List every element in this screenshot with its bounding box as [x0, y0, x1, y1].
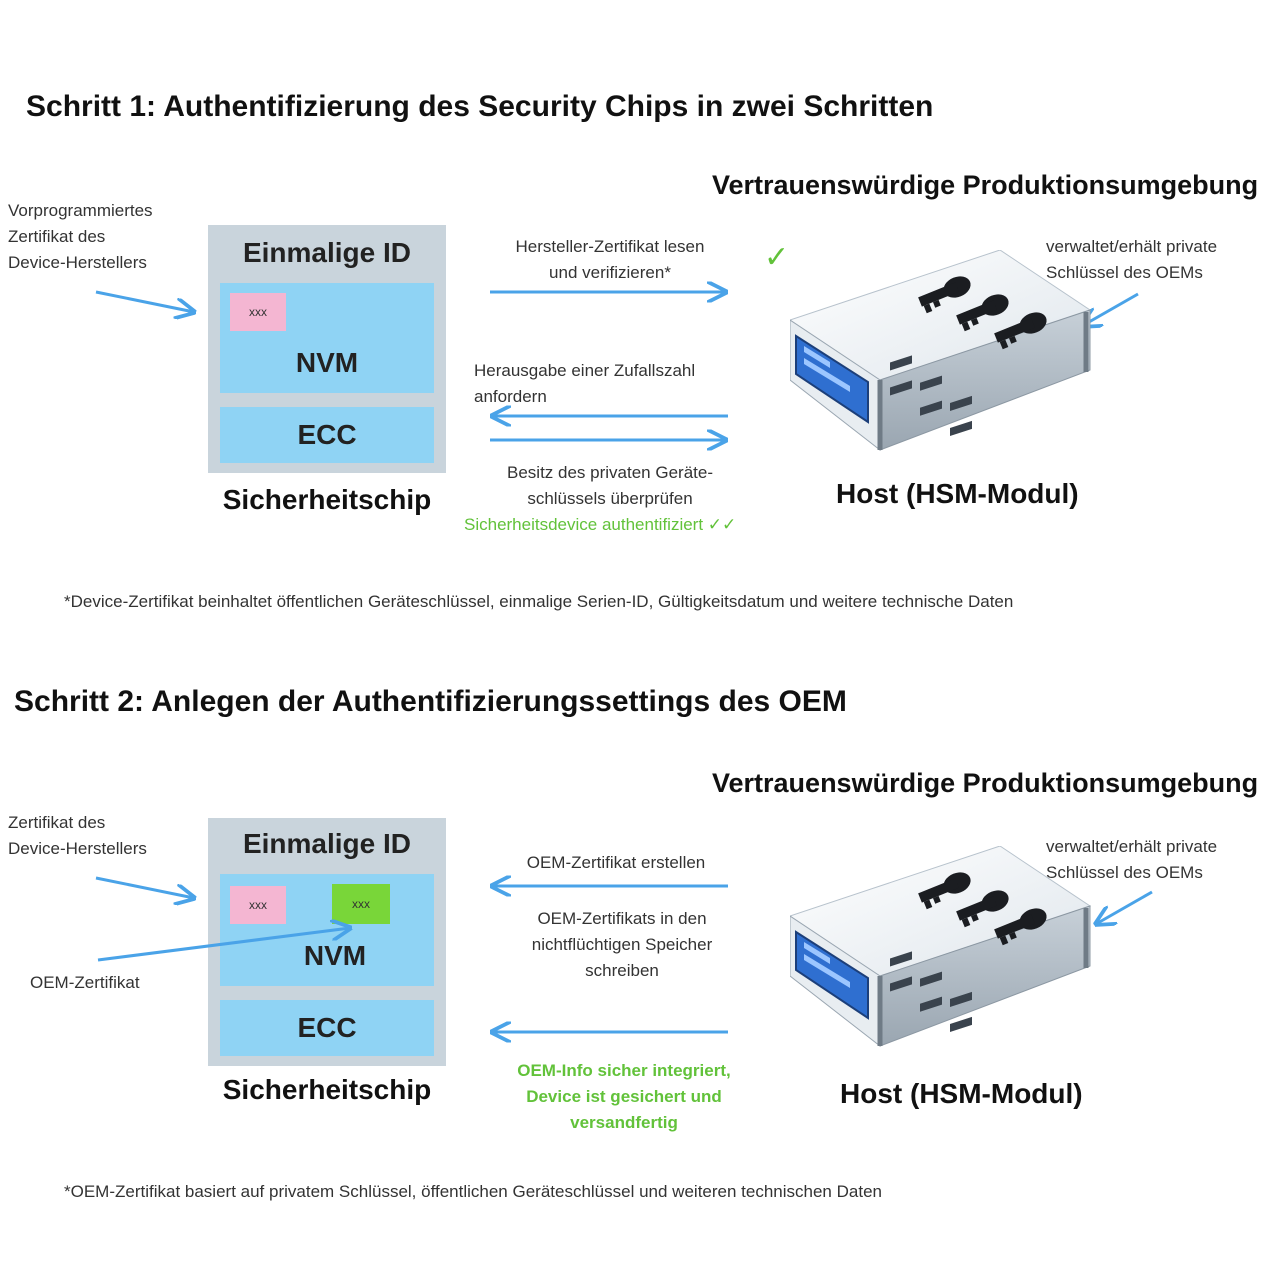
step2-left-note: Zertifikat des Device-Herstellers: [8, 813, 147, 858]
step1-device-cert-tag: xxx: [230, 293, 286, 331]
step2-left-note-arrow: [90, 870, 205, 910]
step1-left-note-arrow: [90, 284, 205, 324]
step2-chip-caption: Sicherheitschip: [222, 1074, 432, 1105]
step2-host-caption: Host (HSM-Modul): [840, 1078, 1083, 1109]
step1-chip-caption: Sicherheitschip: [222, 484, 432, 515]
step1-arrow-to-host: [488, 280, 738, 304]
step1-nvm-label: NVM: [295, 347, 359, 378]
step2-write-cert-text: OEM-Zertifikats in den nichtflüchtigen Speicher schreiben: [531, 909, 713, 980]
step1-verify-key-text: Besitz des privaten Geräte- schlüssels überprüfen: [507, 463, 713, 508]
step1-environment-title: Vertrauenswürdige Produktionsumgebung: [712, 170, 1259, 200]
checkmark-icon: ✓: [764, 241, 790, 274]
step2-oem-cert-arrow: [94, 918, 364, 968]
step2-unique-id-label: Einmalige ID: [242, 828, 412, 859]
step2-host-note-arrow: [1090, 888, 1160, 932]
step2-arrow-to-chip: [488, 874, 738, 898]
step1-ecc-block: ECC: [220, 407, 434, 463]
step2-footnote: *OEM-Zertifikat basiert auf privatem Schlüssel, öffentlichen Geräteschlüssel und weiteren technischen Daten: [64, 1182, 882, 1201]
hsm-server-icon: [790, 846, 1100, 1056]
hsm-server-icon: [790, 250, 1100, 460]
step2-done-text: OEM-Info sicher integriert, Device ist gesichert und versandfertig: [517, 1061, 731, 1132]
step2-nvm-label: NVM: [303, 940, 367, 971]
step2-oem-cert-label: OEM-Zertifikat: [30, 973, 140, 992]
step1-arrow-to-chip: [488, 404, 738, 428]
step1-read-cert-text: Hersteller-Zertifikat lesen und verifizieren*: [515, 237, 705, 282]
step1-unique-id-label: Einmalige ID: [242, 237, 412, 268]
step1-title: Schritt 1: Authentifizierung des Security Chips in zwei Schritten: [26, 90, 934, 123]
step1-host-note: verwaltet/erhält private Schlüssel des OEMs: [1046, 237, 1218, 282]
step2-device-cert-tag: xxx: [230, 886, 286, 924]
step1-footnote: *Device-Zertifikat beinhaltet öffentlichen Geräteschlüssel, einmalige Serien-ID, Gültigkeitsdatum und weitere technische Daten: [64, 592, 1014, 611]
step1-left-note: Vorprogrammiertes Zertifikat des Device-Herstellers: [8, 201, 153, 272]
step1-random-request-text: Herausgabe einer Zufallszahl anfordern: [474, 361, 696, 406]
step1-nvm-block: [220, 283, 434, 393]
step2-title: Schritt 2: Anlegen der Authentifizierungssettings des OEM: [14, 685, 847, 718]
step2-create-cert-text: OEM-Zertifikat erstellen: [526, 853, 706, 872]
step1-security-chip: [208, 225, 446, 473]
step2-ecc-block: ECC: [220, 1000, 434, 1056]
step2-arrow-to-chip-2: [488, 1020, 738, 1044]
step2-oem-cert-tag: xxx: [332, 884, 390, 924]
step2-host-note: verwaltet/erhält private Schlüssel des OEMs: [1046, 837, 1218, 882]
step1-authenticated-text: Sicherheitsdevice authentifiziert ✓✓: [464, 515, 737, 534]
step1-host-caption: Host (HSM-Modul): [836, 478, 1079, 509]
step2-environment-title: Vertrauenswürdige Produktionsumgebung: [712, 768, 1259, 798]
step1-arrow-to-host-2: [488, 428, 738, 452]
